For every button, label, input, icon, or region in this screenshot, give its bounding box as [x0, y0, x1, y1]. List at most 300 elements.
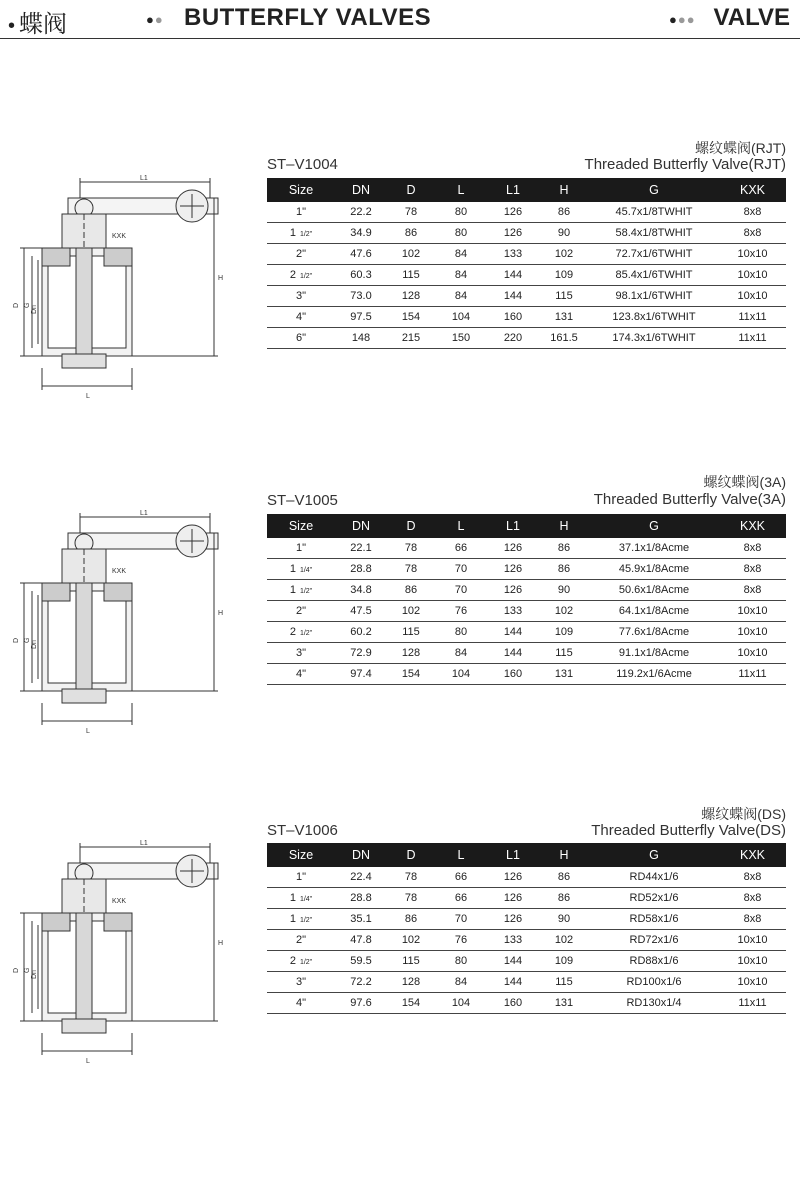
cell-h-value: 109: [554, 955, 574, 967]
cell-d-value: 86: [404, 584, 418, 596]
column-header: DN: [335, 514, 387, 538]
cell-kxk: [719, 909, 786, 930]
cell-g-value: 50.6x1/8Acme: [618, 584, 690, 596]
cell-l1: [487, 286, 539, 307]
cell-dn: [335, 538, 387, 559]
cell-d-value: 154: [401, 311, 421, 323]
cell-l1-value: 144: [503, 269, 523, 281]
cell-h: [539, 328, 589, 349]
cell-d-value: 102: [401, 934, 421, 946]
cell-l: [435, 888, 487, 909]
cell-d: [387, 930, 435, 951]
cell-dn-value: 34.9: [350, 227, 372, 239]
size-whole: 2": [295, 248, 307, 260]
valve-drawing: [0, 503, 240, 738]
cell-d-value: 115: [402, 955, 420, 967]
cell-dn: [335, 930, 387, 951]
dim-kxk-label: KXK: [112, 898, 127, 905]
cell-d-value: 86: [404, 227, 418, 239]
dim-l1-label: L1: [140, 840, 148, 847]
cell-d-value: 115: [402, 269, 420, 281]
cell-l1: [487, 244, 539, 265]
header-right-title: VALVE: [713, 4, 790, 31]
cell-kxk: [719, 622, 786, 643]
cell-dn: [335, 909, 387, 930]
cell-kxk-value: 8x8: [743, 206, 762, 218]
cell-l: [435, 580, 487, 601]
cell-l-value: 66: [454, 871, 468, 883]
cell-h: [539, 930, 589, 951]
cell-kxk: [719, 286, 786, 307]
cell-kxk-value: 8x8: [743, 227, 762, 239]
cell-l1-value: 126: [503, 563, 523, 575]
cell-h: [539, 867, 589, 888]
dim-h-label: H: [218, 940, 224, 947]
cell-g: [589, 559, 719, 580]
dim-l1-label: L1: [140, 510, 148, 517]
cell-size: [267, 328, 335, 349]
cell-h: [539, 664, 589, 685]
size-fraction: 1/2": [299, 273, 313, 280]
cell-kxk-value: 10x10: [737, 647, 768, 659]
cell-l1-value: 144: [503, 290, 523, 302]
cell-l-value: 76: [454, 934, 468, 946]
cell-l-value: 80: [454, 227, 468, 239]
cell-l: [435, 538, 487, 559]
table-row: [267, 888, 786, 909]
cell-d: [387, 202, 435, 223]
size-whole: 1: [289, 227, 296, 239]
cell-l1: [487, 867, 539, 888]
cell-d: [387, 538, 435, 559]
cell-l-value: 84: [454, 248, 468, 260]
cell-d: [387, 307, 435, 328]
cell-d: [387, 580, 435, 601]
product-code: ST–V1005: [267, 492, 338, 509]
cell-kxk-value: 8x8: [743, 542, 762, 554]
cell-g: [589, 951, 719, 972]
dim-h-label: H: [218, 610, 224, 617]
valve-drawing: [0, 168, 240, 403]
cell-h: [539, 538, 589, 559]
cell-l1-value: 144: [503, 647, 523, 659]
cell-kxk: [719, 951, 786, 972]
size-whole: 1: [289, 563, 296, 575]
cell-h: [539, 244, 589, 265]
cell-d-value: 78: [404, 206, 418, 218]
size-whole: 2": [295, 605, 307, 617]
dim-d-label: D: [13, 302, 20, 308]
cell-dn-value: 97.6: [350, 997, 372, 1009]
cell-kxk: [719, 244, 786, 265]
dim-l1-label: L1: [140, 175, 148, 182]
cell-l1: [487, 972, 539, 993]
cell-dn-value: 34.8: [350, 584, 372, 596]
cell-l1: [487, 930, 539, 951]
cell-size: [267, 202, 335, 223]
cell-kxk-value: 10x10: [737, 955, 768, 967]
cell-dn-value: 47.6: [350, 248, 372, 260]
cell-l-value: 70: [454, 563, 468, 575]
cell-l-value: 104: [451, 997, 471, 1009]
cell-kxk: [719, 972, 786, 993]
cell-g: [589, 993, 719, 1014]
cell-l: [435, 972, 487, 993]
cell-l1-value: 126: [503, 227, 523, 239]
dim-kxk-label: KXK: [112, 568, 127, 575]
cell-dn-value: 97.5: [350, 311, 372, 323]
cell-l1: [487, 202, 539, 223]
cell-kxk: [719, 538, 786, 559]
cell-l-value: 84: [454, 976, 468, 988]
cell-l1: [487, 307, 539, 328]
cell-size: [267, 930, 335, 951]
cell-h: [539, 888, 589, 909]
column-header: H: [539, 178, 589, 202]
cell-d: [387, 643, 435, 664]
cell-size: [267, 951, 335, 972]
cell-l-value: 80: [454, 955, 468, 967]
dots-icon: ●●: [146, 12, 164, 27]
cell-h-value: 131: [554, 668, 574, 680]
cell-size: [267, 643, 335, 664]
cell-h-value: 86: [557, 563, 571, 575]
cell-g: [589, 867, 719, 888]
cell-d: [387, 244, 435, 265]
cell-d-value: 215: [401, 332, 421, 344]
cell-dn: [335, 972, 387, 993]
dim-g-label: G: [24, 967, 31, 973]
cell-h-value: 109: [554, 269, 574, 281]
cell-d-value: 115: [402, 626, 420, 638]
cell-l-value: 104: [451, 311, 471, 323]
cell-l1: [487, 664, 539, 685]
cell-dn-value: 47.8: [350, 934, 372, 946]
page-header: [0, 0, 800, 39]
cell-l1-value: 133: [503, 934, 523, 946]
cell-kxk-value: 10x10: [737, 626, 768, 638]
cell-l: [435, 951, 487, 972]
cell-d-value: 78: [404, 892, 418, 904]
table-row: [267, 909, 786, 930]
cell-h-value: 131: [554, 311, 574, 323]
cell-d: [387, 888, 435, 909]
cell-dn: [335, 307, 387, 328]
column-header: G: [589, 843, 719, 867]
cell-g: [589, 930, 719, 951]
cell-l1-value: 144: [503, 976, 523, 988]
product-cn-name: 螺纹蝶阀(3A): [703, 474, 786, 490]
table-row: [267, 601, 786, 622]
table-row: [267, 328, 786, 349]
cell-l1-value: 126: [503, 871, 523, 883]
dim-d-label: D: [13, 637, 20, 643]
cell-g: [589, 580, 719, 601]
cell-h-value: 90: [557, 913, 571, 925]
cell-l1-value: 144: [503, 955, 523, 967]
cell-l1-value: 126: [503, 584, 523, 596]
cell-h: [539, 559, 589, 580]
column-header: KXK: [719, 178, 786, 202]
cell-l-value: 70: [454, 584, 468, 596]
column-header: DN: [335, 178, 387, 202]
size-fraction: 1/2": [299, 917, 313, 924]
cell-g-value: RD52x1/6: [629, 892, 679, 904]
cell-kxk: [719, 202, 786, 223]
cell-dn: [335, 951, 387, 972]
table-row: [267, 223, 786, 244]
cell-dn-value: 60.2: [350, 626, 372, 638]
cell-kxk: [719, 664, 786, 685]
cell-size: [267, 867, 335, 888]
cell-l1-value: 133: [503, 248, 523, 260]
dots-icon: ●●●: [669, 12, 696, 27]
cell-l1: [487, 601, 539, 622]
cell-dn: [335, 601, 387, 622]
cell-h-value: 90: [557, 584, 571, 596]
cell-g-value: 85.4x1/6TWHIT: [615, 269, 693, 281]
cell-g-value: 64.1x1/8Acme: [618, 605, 690, 617]
cell-d-value: 78: [404, 542, 418, 554]
cell-l-value: 66: [454, 892, 468, 904]
cell-d: [387, 328, 435, 349]
cell-g: [589, 328, 719, 349]
cell-g-value: 98.1x1/6TWHIT: [615, 290, 693, 302]
cell-dn: [335, 664, 387, 685]
cell-dn-value: 35.1: [350, 913, 372, 925]
cell-h: [539, 202, 589, 223]
table-row: [267, 580, 786, 601]
cell-kxk: [719, 580, 786, 601]
cell-l1-value: 126: [503, 892, 523, 904]
product-en-name: Threaded Butterfly Valve(3A): [593, 491, 786, 508]
cell-l: [435, 909, 487, 930]
cell-l1: [487, 265, 539, 286]
cell-l-value: 80: [454, 206, 468, 218]
cell-h-value: 90: [557, 227, 571, 239]
cell-g-value: 77.6x1/8Acme: [618, 626, 690, 638]
cell-l-value: 84: [454, 290, 468, 302]
cell-d: [387, 909, 435, 930]
cell-size: [267, 601, 335, 622]
cell-g-value: RD44x1/6: [629, 871, 679, 883]
size-fraction: 1/2": [299, 959, 313, 966]
cell-l1: [487, 643, 539, 664]
table-row: [267, 643, 786, 664]
cell-g: [589, 972, 719, 993]
cell-d-value: 154: [401, 668, 421, 680]
cell-dn-value: 28.8: [350, 892, 372, 904]
cell-d: [387, 265, 435, 286]
cell-g-value: RD72x1/6: [629, 934, 679, 946]
cell-g-value: 58.4x1/8TWHIT: [615, 227, 693, 239]
cell-g: [589, 265, 719, 286]
column-header: H: [539, 843, 589, 867]
cell-g: [589, 601, 719, 622]
dim-l-label: L: [86, 393, 90, 400]
dim-g-label: G: [24, 302, 31, 308]
cell-l: [435, 622, 487, 643]
table-row: [267, 930, 786, 951]
dim-dn-label: Dn: [31, 640, 38, 649]
cell-h-value: 109: [554, 626, 574, 638]
cell-dn-value: 59.5: [350, 955, 372, 967]
cell-kxk-value: 11x11: [738, 311, 767, 323]
size-whole: 4": [295, 668, 307, 680]
cell-h: [539, 622, 589, 643]
cell-h-value: 102: [554, 605, 574, 617]
column-header: KXK: [719, 514, 786, 538]
cell-g: [589, 244, 719, 265]
product-code: ST–V1004: [267, 156, 338, 173]
table-row: [267, 286, 786, 307]
dim-kxk-label: KXK: [112, 233, 127, 240]
size-whole: 4": [295, 311, 307, 323]
cell-dn: [335, 328, 387, 349]
table-header-row: [267, 178, 786, 202]
cell-l1-value: 160: [503, 311, 523, 323]
cell-l1-value: 144: [503, 626, 523, 638]
cell-h: [539, 972, 589, 993]
column-header: DN: [335, 843, 387, 867]
cell-kxk-value: 10x10: [737, 248, 768, 260]
cell-h: [539, 223, 589, 244]
size-whole: 4": [295, 997, 307, 1009]
cell-l1: [487, 622, 539, 643]
cell-size: [267, 888, 335, 909]
cell-l1: [487, 328, 539, 349]
table-row: [267, 307, 786, 328]
cell-g: [589, 664, 719, 685]
cell-kxk-value: 8x8: [743, 892, 762, 904]
cell-size: [267, 909, 335, 930]
cell-dn: [335, 993, 387, 1014]
cell-kxk: [719, 307, 786, 328]
size-whole: 1": [295, 542, 307, 554]
cell-h: [539, 601, 589, 622]
cell-g: [589, 622, 719, 643]
column-header: L1: [487, 843, 539, 867]
dim-h-label: H: [218, 275, 224, 282]
cell-g-value: 37.1x1/8Acme: [618, 542, 690, 554]
cell-dn-value: 148: [351, 332, 371, 344]
cell-h-value: 115: [555, 976, 573, 988]
product-en-name: Threaded Butterfly Valve(DS): [591, 822, 786, 839]
cell-kxk-value: 11x11: [738, 332, 767, 344]
product-cn-name: 螺纹蝶阀(RJT): [695, 140, 786, 156]
size-whole: 1: [289, 892, 296, 904]
cell-h: [539, 643, 589, 664]
column-header: G: [589, 514, 719, 538]
column-header: D: [387, 843, 435, 867]
dim-l-label: L: [86, 728, 90, 735]
cell-dn: [335, 265, 387, 286]
column-header: L1: [487, 178, 539, 202]
cell-kxk: [719, 888, 786, 909]
table-row: [267, 664, 786, 685]
cell-l1: [487, 888, 539, 909]
cell-g-value: 45.9x1/8Acme: [618, 563, 690, 575]
cell-kxk-value: 8x8: [743, 871, 762, 883]
cell-d: [387, 286, 435, 307]
cell-l1-value: 220: [503, 332, 523, 344]
cell-d: [387, 993, 435, 1014]
cell-dn: [335, 888, 387, 909]
cell-l: [435, 244, 487, 265]
column-header: D: [387, 514, 435, 538]
cell-d: [387, 559, 435, 580]
cell-g-value: 174.3x1/6TWHIT: [612, 332, 696, 344]
dim-g-label: G: [24, 637, 31, 643]
column-header: L: [435, 178, 487, 202]
cell-h-value: 86: [557, 871, 571, 883]
size-fraction: 1/4": [299, 896, 313, 903]
cell-size: [267, 622, 335, 643]
cell-d-value: 102: [401, 605, 421, 617]
cell-g-value: RD58x1/6: [629, 913, 679, 925]
cell-size: [267, 538, 335, 559]
cell-h-value: 161.5: [550, 332, 578, 344]
cell-kxk: [719, 643, 786, 664]
cell-g: [589, 286, 719, 307]
cell-dn: [335, 622, 387, 643]
cell-kxk: [719, 601, 786, 622]
column-header: L: [435, 514, 487, 538]
table-row: [267, 972, 786, 993]
cell-l1: [487, 993, 539, 1014]
cell-h: [539, 993, 589, 1014]
cell-kxk-value: 8x8: [743, 913, 762, 925]
table-row: [267, 993, 786, 1014]
cell-h-value: 102: [554, 248, 574, 260]
cell-kxk-value: 10x10: [737, 934, 768, 946]
column-header: L1: [487, 514, 539, 538]
cell-d-value: 78: [404, 871, 418, 883]
size-whole: 6": [295, 332, 307, 344]
cell-dn: [335, 867, 387, 888]
header-en-title: BUTTERFLY VALVES: [184, 4, 432, 31]
table-row: [267, 622, 786, 643]
cell-l: [435, 307, 487, 328]
cell-d-value: 128: [401, 976, 421, 988]
cell-kxk-value: 8x8: [743, 563, 762, 575]
column-header: Size: [267, 843, 335, 867]
cell-dn-value: 72.2: [350, 976, 372, 988]
cell-kxk: [719, 559, 786, 580]
cell-l1: [487, 538, 539, 559]
cell-d-value: 86: [404, 913, 418, 925]
cell-size: [267, 286, 335, 307]
cell-l1: [487, 580, 539, 601]
cell-l-value: 84: [454, 269, 468, 281]
cell-l: [435, 601, 487, 622]
table-row: [267, 538, 786, 559]
cell-kxk: [719, 328, 786, 349]
cell-g: [589, 223, 719, 244]
cell-l1-value: 126: [503, 913, 523, 925]
spec-table: [267, 514, 786, 685]
cell-kxk-value: 8x8: [743, 584, 762, 596]
cell-dn-value: 72.9: [350, 647, 372, 659]
cell-size: [267, 993, 335, 1014]
spec-table: [267, 178, 786, 349]
cell-l: [435, 223, 487, 244]
cell-l: [435, 202, 487, 223]
cell-size: [267, 972, 335, 993]
cell-kxk-value: 10x10: [737, 290, 768, 302]
size-whole: 1: [289, 913, 296, 925]
cell-kxk-value: 11x11: [738, 668, 767, 680]
